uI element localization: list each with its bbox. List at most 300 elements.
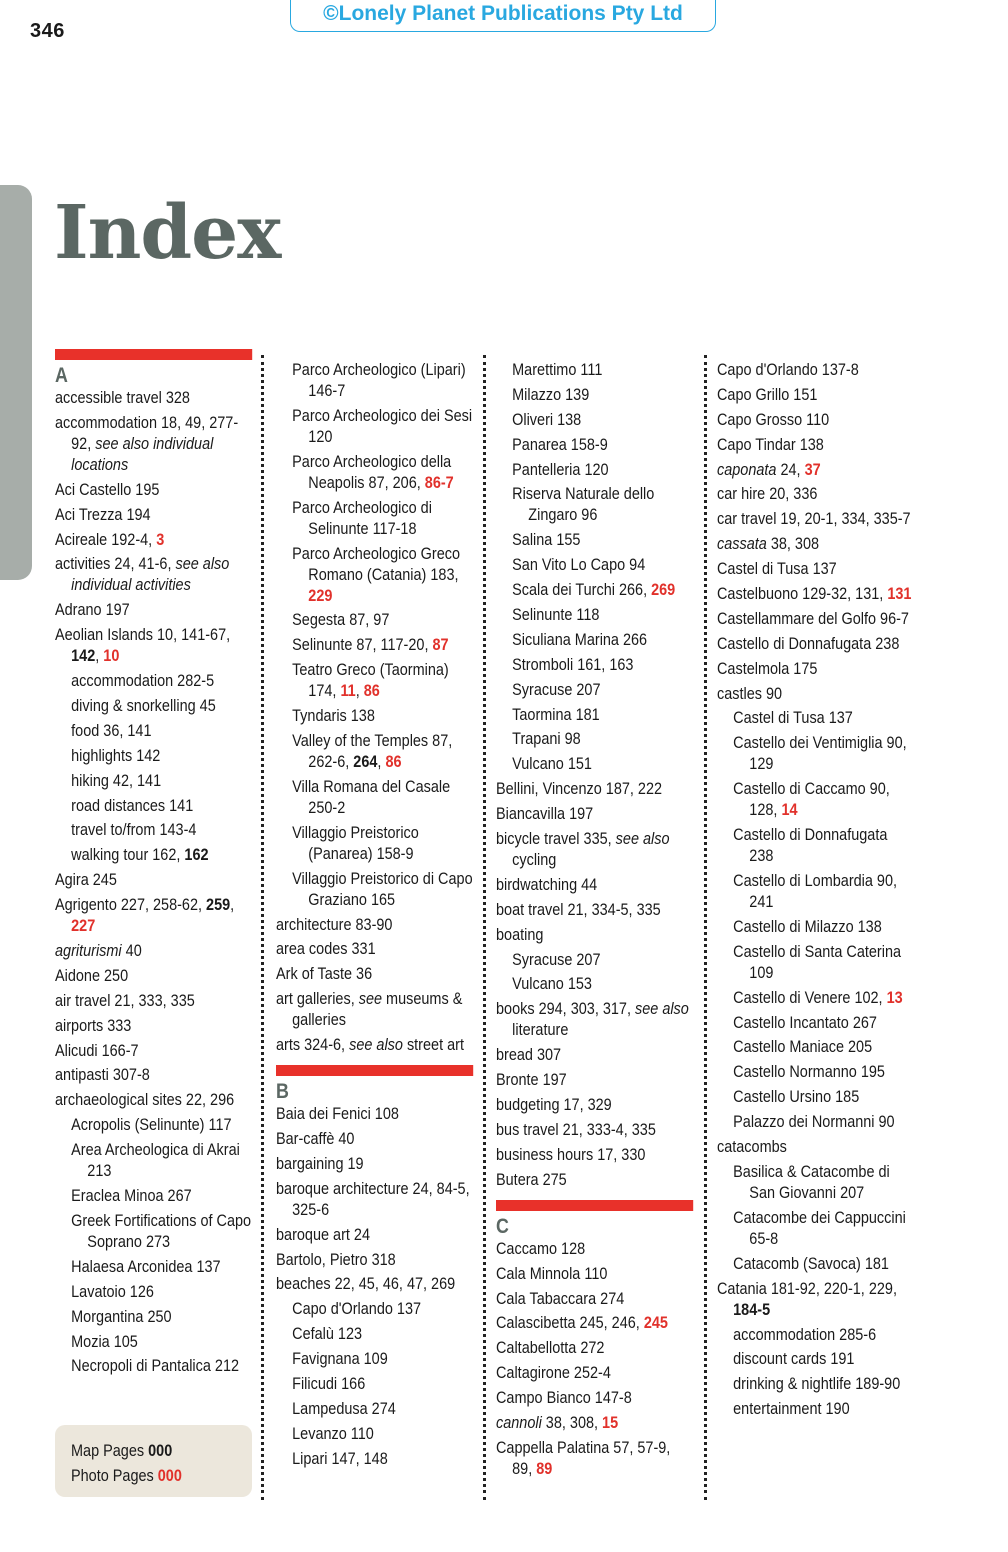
entry-text: Necropoli di Pantalica 212 (71, 1356, 240, 1376)
photo-page-ref: 14 (781, 800, 798, 820)
section-bar (55, 349, 252, 360)
section-letter: A (55, 364, 68, 387)
index-entry (496, 924, 693, 945)
italic-text: see (358, 989, 383, 1009)
entry-text: Lampedusa 274 (292, 1398, 396, 1418)
entry-text: Castelbuono 129-32, 131, (717, 584, 888, 604)
entry-text: Castello di Venere 102, (733, 987, 887, 1007)
entry-text: Stromboli 161, 163 (512, 654, 634, 674)
entry-text: hiking 42, 141 (71, 770, 162, 790)
index-subentry (496, 483, 693, 525)
index-entry (55, 990, 252, 1011)
entry-text: drinking & nightlife 189-90 (733, 1374, 901, 1394)
entry-text: accommodation 285-6 (733, 1324, 877, 1344)
index-column-2 (276, 359, 473, 1473)
entry-text: car travel 19, 20-1, 334, 335-7 (717, 509, 911, 529)
photo-page-ref: 15 (602, 1412, 619, 1432)
index-subentry (276, 705, 473, 726)
index-subentry (55, 819, 252, 840)
entry-text: bread 307 (496, 1045, 562, 1065)
entry-text: business hours 17, 330 (496, 1144, 646, 1164)
index-entry (717, 409, 914, 430)
entry-text: Palazzo dei Normanni 90 (733, 1112, 895, 1132)
entry-text: Cala Minnola 110 (496, 1263, 608, 1283)
entry-text: , (95, 646, 104, 666)
entry-text: arts 324-6, (276, 1035, 350, 1055)
index-entry (55, 504, 252, 525)
entry-text: cycling (512, 850, 557, 870)
entry-text: 40 (121, 941, 142, 961)
entry-text: Morgantina 250 (71, 1306, 172, 1326)
map-page-ref: 264 (353, 752, 378, 772)
index-entry (55, 624, 252, 666)
entry-text: Capo d'Orlando 137-8 (717, 360, 859, 379)
photo-page-ref: 86 (385, 752, 402, 772)
entry-text: 38, 308 (766, 534, 820, 554)
index-subentry (55, 1256, 252, 1277)
index-entry (717, 608, 914, 629)
entry-text: Biancavilla 197 (496, 804, 594, 824)
entry-text: Castel di Tusa 137 (717, 559, 837, 579)
index-entry (276, 1103, 473, 1124)
entry-text: Castello Normanno 195 (733, 1062, 885, 1082)
index-subentry (717, 941, 914, 983)
index-subentry (55, 1281, 252, 1302)
index-entry (717, 533, 914, 554)
index-entry (717, 558, 914, 579)
index-entry (55, 894, 252, 936)
index-entry (55, 1015, 252, 1036)
index-entry (496, 1412, 693, 1433)
index-entry (55, 387, 252, 408)
entry-text: museums & galleries (292, 989, 463, 1030)
italic-text: see also (635, 999, 689, 1019)
index-subentry (496, 529, 693, 550)
entry-text: Castello Ursino 185 (733, 1087, 860, 1107)
italic-text: cannoli (496, 1412, 542, 1432)
entry-text: Campo Bianco 147-8 (496, 1388, 632, 1408)
index-entry (496, 803, 693, 824)
entry-text: car hire 20, 336 (717, 484, 818, 504)
index-entry (496, 1094, 693, 1115)
entry-text: Capo Tindar 138 (717, 434, 824, 454)
map-page-ref: 184-5 (733, 1299, 771, 1319)
entry-text: Villaggio Preistorico (Panarea) 158-9 (292, 822, 419, 863)
index-entry (276, 1224, 473, 1245)
map-page-ref: 142 (71, 646, 96, 666)
map-page-ref: 162 (184, 845, 209, 865)
index-subentry (55, 770, 252, 791)
index-entry (717, 1136, 914, 1157)
index-subentry (496, 654, 693, 675)
index-entry (496, 1312, 693, 1333)
entry-text: Halaesa Arconidea 137 (71, 1256, 221, 1276)
entry-text: walking tour 162, (71, 845, 185, 865)
photo-pages-value: 000 (157, 1466, 182, 1485)
index-subentry (717, 778, 914, 820)
italic-text: caponata (717, 459, 777, 479)
index-entry (276, 1273, 473, 1294)
italic-text: cassata (717, 534, 767, 554)
entry-text: Selinunte 118 (512, 605, 600, 625)
index-entry (717, 683, 914, 704)
index-subentry (55, 1114, 252, 1135)
index-subentry (276, 1398, 473, 1419)
index-entry (276, 1034, 473, 1055)
index-entry (717, 483, 914, 504)
entry-text: Castello di Donnafugata 238 (733, 825, 888, 866)
entry-text: Ark of Taste 36 (276, 964, 373, 984)
index-entry (717, 508, 914, 529)
photo-page-ref: 89 (536, 1458, 553, 1478)
index-subentry (55, 670, 252, 691)
index-subentry (276, 659, 473, 701)
photo-page-ref: 131 (887, 584, 912, 604)
index-subentry (55, 1355, 252, 1376)
entry-text: Castelmola 175 (717, 658, 818, 678)
entry-text: Capo d'Orlando 137 (292, 1299, 422, 1319)
entry-text: boat travel 21, 334-5, 335 (496, 899, 661, 919)
index-entry (717, 359, 914, 380)
index-subentry (717, 1111, 914, 1132)
section-bar (496, 1200, 693, 1211)
index-entry (496, 1144, 693, 1165)
entry-text: Alicudi 166-7 (55, 1040, 139, 1060)
entry-text: road distances 141 (71, 795, 194, 815)
entry-text: Catacomb (Savoca) 181 (733, 1253, 889, 1273)
photo-page-ref: 10 (103, 646, 120, 666)
entry-text: Caltabellotta 272 (496, 1338, 605, 1358)
entry-text: diving & snorkelling 45 (71, 696, 216, 716)
entry-text: Castello di Santa Caterina 109 (733, 941, 902, 982)
index-entry (496, 1288, 693, 1309)
index-subentry (496, 459, 693, 480)
index-subentry (717, 1086, 914, 1107)
entry-text: Castello di Lombardia 90, 241 (733, 871, 898, 912)
entry-text: literature (512, 1020, 569, 1040)
index-subentry (55, 695, 252, 716)
entry-text: Castellammare del Golfo 96-7 (717, 608, 909, 628)
index-subentry (717, 1161, 914, 1203)
entry-text: Filicudi 166 (292, 1374, 366, 1394)
entry-text: discount cards 191 (733, 1349, 855, 1369)
entry-text: Adrano 197 (55, 600, 130, 620)
entry-text: bus travel 21, 333-4, 335 (496, 1119, 656, 1139)
entry-text: accommodation 18, 49, 277-92, (55, 412, 239, 453)
index-subentry (55, 745, 252, 766)
photo-page-ref: 86-7 (424, 472, 454, 492)
index-subentry (496, 679, 693, 700)
map-pages-label: Map Pages (71, 1441, 149, 1460)
entry-text: baroque architecture 24, 84-5, 325-6 (276, 1178, 470, 1219)
index-entry (717, 434, 914, 455)
entry-text: Acireale 192-4, (55, 529, 157, 549)
entry-text: Scala dei Turchi 266, (512, 580, 652, 600)
index-entry (496, 899, 693, 920)
index-entry (717, 658, 914, 679)
index-subentry (55, 1139, 252, 1181)
index-subentry (55, 1306, 252, 1327)
index-entry (276, 938, 473, 959)
index-subentry (496, 384, 693, 405)
entry-text: food 36, 141 (71, 720, 152, 740)
index-entry (717, 583, 914, 604)
entry-text: street art (402, 1035, 464, 1055)
entry-text: Pantelleria 120 (512, 459, 609, 479)
index-entry (55, 869, 252, 890)
photo-page-ref: 229 (308, 585, 333, 605)
entry-text: Butera 275 (496, 1169, 567, 1189)
entry-text: Castello dei Ventimiglia 90, 129 (733, 733, 907, 774)
index-entry (496, 874, 693, 895)
entry-text: Salina 155 (512, 530, 581, 550)
index-subentry (276, 1348, 473, 1369)
photo-page-ref: 13 (886, 987, 903, 1007)
entry-text: airports 333 (55, 1015, 132, 1035)
index-subentry (496, 949, 693, 970)
entry-text: Vulcano 153 (512, 974, 592, 994)
entry-text: San Vito Lo Capo 94 (512, 555, 646, 575)
index-subentry (717, 1253, 914, 1274)
entry-text: Riserva Naturale dello Zingaro 96 (512, 484, 655, 525)
italic-text: see also (349, 1035, 403, 1055)
entry-text: activities 24, 41-6, (55, 554, 176, 574)
entry-text: Agrigento 227, 258-62, (55, 895, 207, 915)
entry-text: Catacombe dei Cappuccini 65-8 (733, 1207, 906, 1248)
entry-text: Cala Tabaccara 274 (496, 1288, 625, 1308)
index-entry (717, 1278, 914, 1320)
entry-text: Bellini, Vincenzo 187, 222 (496, 779, 663, 799)
entry-text: highlights 142 (71, 745, 161, 765)
index-subentry (55, 844, 252, 865)
entry-text: Siculiana Marina 266 (512, 629, 648, 649)
index-entry (717, 459, 914, 480)
index-subentry (496, 434, 693, 455)
index-entry (717, 384, 914, 405)
index-subentry (717, 732, 914, 774)
index-subentry (276, 1323, 473, 1344)
entry-text: Lavatoio 126 (71, 1281, 154, 1301)
entry-text: Oliveri 138 (512, 409, 582, 429)
index-entry (276, 1178, 473, 1220)
index-entry (276, 1153, 473, 1174)
index-subentry (276, 634, 473, 655)
entry-text: catacombs (717, 1137, 787, 1157)
photo-page-ref: 37 (804, 459, 821, 479)
photo-page-ref: 86 (363, 681, 380, 701)
index-subentry (717, 1324, 914, 1345)
entry-text: , (230, 895, 235, 915)
index-subentry (276, 451, 473, 493)
entry-text: Cefalù 123 (292, 1324, 363, 1344)
index-entry (496, 1169, 693, 1190)
entry-text: baroque art 24 (276, 1224, 371, 1244)
entry-text: books 294, 303, 317, (496, 999, 636, 1019)
entry-text: Bronte 197 (496, 1070, 567, 1090)
section-letter: B (276, 1080, 289, 1104)
entry-text: 24, (776, 459, 805, 479)
index-subentry (496, 579, 693, 600)
index-entry (276, 988, 473, 1030)
entry-text: entertainment 190 (733, 1399, 850, 1419)
index-subentry (276, 1423, 473, 1444)
entry-text: , (355, 681, 364, 701)
index-entry (496, 1387, 693, 1408)
entry-text: Syracuse 207 (512, 679, 601, 699)
index-subentry (276, 822, 473, 864)
italic-text: see also individual activities (71, 554, 230, 595)
entry-text: Aeolian Islands 10, 141-67, (55, 625, 231, 645)
entry-text: boating (496, 924, 544, 944)
index-subentry (55, 1185, 252, 1206)
entry-text: Parco Archeologico della Neapolis 87, 206, (292, 451, 452, 492)
entry-text: Area Archeologica di Akrai 213 (71, 1140, 240, 1181)
entry-text: Milazzo 139 (512, 384, 590, 404)
entry-text: Greek Fortifications of Capo Soprano 273 (71, 1210, 252, 1251)
section-letter: C (496, 1214, 509, 1238)
entry-text: Capo Grillo 151 (717, 384, 818, 404)
entry-text: Villa Romana del Casale 250-2 (292, 776, 451, 817)
entry-text: Castello Maniace 205 (733, 1037, 873, 1057)
index-subentry (496, 753, 693, 774)
index-entry (496, 1337, 693, 1358)
entry-text: area codes 331 (276, 939, 376, 959)
index-subentry (496, 409, 693, 430)
photo-page-ref: 3 (156, 529, 165, 549)
entry-text: Panarea 158-9 (512, 434, 608, 454)
entry-text: Eraclea Minoa 267 (71, 1186, 192, 1206)
index-entry (276, 1128, 473, 1149)
italic-text: see also (615, 829, 670, 849)
photo-page-ref: 227 (71, 916, 96, 936)
entry-text: Caltagirone 252-4 (496, 1363, 611, 1383)
index-subentry (717, 824, 914, 866)
index-entry (55, 529, 252, 550)
index-entry (496, 998, 693, 1040)
entry-text: architecture 83-90 (276, 914, 393, 934)
index-subentry (496, 704, 693, 725)
entry-text: Cappella Palatina 57, 57-9, 89, (496, 1437, 671, 1478)
index-subentry (496, 604, 693, 625)
index-subentry (496, 629, 693, 650)
index-subentry (717, 1207, 914, 1249)
entry-text: birdwatching 44 (496, 874, 598, 894)
index-entry (55, 553, 252, 595)
entry-text: archaeological sites 22, 296 (55, 1090, 235, 1110)
index-subentry (496, 728, 693, 749)
entry-text: , (377, 752, 386, 772)
index-subentry (276, 359, 473, 401)
index-subentry (55, 720, 252, 741)
entry-text: Acropolis (Selinunte) 117 (71, 1115, 232, 1135)
italic-text: agriturismi (55, 941, 122, 961)
italic-text: see also individual locations (71, 433, 214, 474)
index-subentry (276, 868, 473, 910)
copyright-banner: ©Lonely Planet Publications Pty Ltd (290, 0, 716, 32)
index-entry (496, 1069, 693, 1090)
index-entry (55, 940, 252, 961)
index-subentry (276, 1373, 473, 1394)
index-subentry (496, 554, 693, 575)
entry-text: Castello Incantato 267 (733, 1012, 877, 1032)
photo-page-ref: 269 (651, 580, 676, 600)
entry-text: 38, 308, (541, 1412, 603, 1432)
index-subentry (717, 1348, 914, 1369)
index-entry (496, 828, 693, 870)
column-divider (704, 355, 707, 1500)
index-subentry (717, 870, 914, 912)
entry-text: art galleries, (276, 989, 359, 1009)
entry-text: Capo Grosso 110 (717, 409, 830, 429)
index-subentry (55, 1331, 252, 1352)
index-entry (717, 633, 914, 654)
page-legend (55, 1425, 252, 1497)
chapter-tab (0, 185, 32, 580)
entry-text: Aci Trezza 194 (55, 504, 151, 524)
index-entry (496, 1437, 693, 1479)
index-entry (496, 1238, 693, 1259)
index-subentry (717, 1398, 914, 1419)
index-entry (55, 479, 252, 500)
index-subentry (496, 973, 693, 994)
photo-page-ref: 87 (432, 635, 449, 655)
entry-text: Tyndaris 138 (292, 706, 375, 726)
entry-text: Segesta 87, 97 (292, 610, 390, 630)
index-subentry (717, 1036, 914, 1057)
index-entry (276, 963, 473, 984)
index-entry (55, 1040, 252, 1061)
index-entry (496, 778, 693, 799)
entry-text: bargaining 19 (276, 1153, 364, 1173)
index-column-4 (717, 359, 914, 1423)
index-subentry (276, 1298, 473, 1319)
photo-page-ref: 245 (643, 1313, 668, 1333)
index-subentry (55, 795, 252, 816)
index-subentry (717, 1373, 914, 1394)
index-subentry (717, 916, 914, 937)
index-subentry (276, 405, 473, 447)
entry-text: Trapani 98 (512, 729, 581, 749)
index-subentry (717, 1012, 914, 1033)
entry-text: beaches 22, 45, 46, 47, 269 (276, 1274, 456, 1294)
index-entry (276, 1249, 473, 1270)
entry-text: travel to/from 143-4 (71, 820, 197, 840)
entry-text: Villaggio Preistorico di Capo Graziano 165 (292, 868, 473, 909)
index-entry (496, 1119, 693, 1140)
entry-text: Parco Archeologico dei Sesi 120 (292, 405, 473, 446)
column-divider (261, 355, 264, 1500)
entry-text: Parco Archeologico (Lipari) 146-7 (292, 360, 466, 400)
entry-text: Castello di Caccamo 90, 128, (733, 779, 890, 820)
entry-text: Basilica & Catacombe di San Giovanni 207 (733, 1161, 890, 1202)
entry-text: Caccamo 128 (496, 1238, 586, 1258)
entry-text: accessible travel 328 (55, 388, 190, 407)
entry-text: Taormina 181 (512, 704, 600, 724)
index-subentry (55, 1210, 252, 1252)
index-subentry (717, 1061, 914, 1082)
index-subentry (276, 609, 473, 630)
entry-text: Valley of the Temples 87, 262-6, (292, 731, 453, 772)
index-entry (55, 412, 252, 475)
index-subentry (276, 730, 473, 772)
entry-text: Agira 245 (55, 870, 117, 890)
index-entry (496, 1362, 693, 1383)
index-subentry (276, 543, 473, 606)
map-page-ref: 259 (206, 895, 231, 915)
entry-text: Teatro Greco (Taormina) 174, (292, 660, 449, 701)
entry-text: air travel 21, 333, 335 (55, 990, 195, 1010)
entry-text: Aci Castello 195 (55, 479, 160, 499)
